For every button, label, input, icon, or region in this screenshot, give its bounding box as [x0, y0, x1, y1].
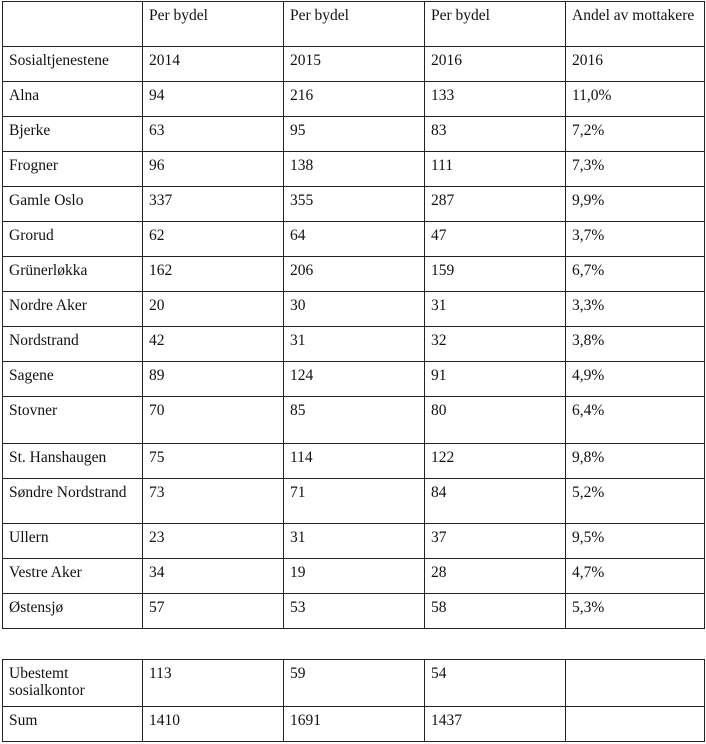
value-cell: 47 — [425, 222, 566, 257]
value-cell: 2016 — [425, 47, 566, 82]
value-cell: 58 — [425, 594, 566, 629]
row-label-cell: Bjerke — [3, 117, 143, 152]
value-cell: 2015 — [284, 47, 425, 82]
row-label-cell — [3, 2, 143, 47]
value-cell: 28 — [425, 559, 566, 594]
value-cell: 31 — [284, 524, 425, 559]
value-cell: 3,3% — [566, 292, 705, 327]
row-label-cell: Ubestemt sosialkontor — [3, 660, 143, 707]
table-row — [3, 117, 705, 152]
row-label-cell: Stovner — [3, 397, 143, 444]
value-cell — [566, 660, 705, 707]
value-cell: 59 — [284, 660, 425, 707]
value-cell: 85 — [284, 397, 425, 444]
value-cell — [566, 707, 705, 742]
table-row — [3, 257, 705, 292]
value-cell: Per bydel — [143, 2, 284, 47]
value-cell: 71 — [284, 479, 425, 524]
value-cell: 124 — [284, 362, 425, 397]
value-cell: 216 — [284, 82, 425, 117]
sum-row — [3, 707, 705, 742]
value-cell: 34 — [143, 559, 284, 594]
row-label-cell: Sagene — [3, 362, 143, 397]
table-row — [3, 594, 705, 629]
row-label-cell: Østensjø — [3, 594, 143, 629]
row-label-cell: Alna — [3, 82, 143, 117]
table-row — [3, 559, 705, 594]
value-cell: 159 — [425, 257, 566, 292]
row-label-cell: Ullern — [3, 524, 143, 559]
value-cell: 63 — [143, 117, 284, 152]
value-cell: Per bydel — [284, 2, 425, 47]
value-cell: 75 — [143, 444, 284, 479]
value-cell: 1437 — [425, 707, 566, 742]
value-cell: 138 — [284, 152, 425, 187]
value-cell: 4,9% — [566, 362, 705, 397]
row-label-cell: Grorud — [3, 222, 143, 257]
value-cell: 2014 — [143, 47, 284, 82]
value-cell: 53 — [284, 594, 425, 629]
value-cell: 355 — [284, 187, 425, 222]
table-row — [3, 152, 705, 187]
table-row — [3, 362, 705, 397]
row-label-cell: Sum — [3, 707, 143, 742]
row-label-cell: Grünerløkka — [3, 257, 143, 292]
value-cell: 19 — [284, 559, 425, 594]
value-cell: 83 — [425, 117, 566, 152]
table-row — [3, 82, 705, 117]
value-cell: 114 — [284, 444, 425, 479]
value-cell: 31 — [284, 327, 425, 362]
value-cell: 6,4% — [566, 397, 705, 444]
value-cell: 7,3% — [566, 152, 705, 187]
value-cell: 32 — [425, 327, 566, 362]
value-cell: 73 — [143, 479, 284, 524]
value-cell: 80 — [425, 397, 566, 444]
value-cell: 9,5% — [566, 524, 705, 559]
value-cell: 6,7% — [566, 257, 705, 292]
value-cell: 96 — [143, 152, 284, 187]
value-cell: 62 — [143, 222, 284, 257]
row-label-cell: Nordre Aker — [3, 292, 143, 327]
row-label-cell: Nordstrand — [3, 327, 143, 362]
value-cell: 287 — [425, 187, 566, 222]
value-cell: 42 — [143, 327, 284, 362]
value-cell: 30 — [284, 292, 425, 327]
value-cell: 5,3% — [566, 594, 705, 629]
value-cell: 23 — [143, 524, 284, 559]
value-cell: 113 — [143, 660, 284, 707]
table-row — [3, 327, 705, 362]
value-cell: 337 — [143, 187, 284, 222]
row-label-cell: Sosialtjenestene — [3, 47, 143, 82]
row-label-cell: Frogner — [3, 152, 143, 187]
value-cell: 7,2% — [566, 117, 705, 152]
table-row — [3, 187, 705, 222]
value-cell: 94 — [143, 82, 284, 117]
row-label-cell: Vestre Aker — [3, 559, 143, 594]
value-cell: 9,9% — [566, 187, 705, 222]
value-cell: 20 — [143, 292, 284, 327]
value-cell: 64 — [284, 222, 425, 257]
value-cell: 70 — [143, 397, 284, 444]
value-cell: 162 — [143, 257, 284, 292]
value-cell: 133 — [425, 82, 566, 117]
value-cell: 84 — [425, 479, 566, 524]
value-cell: 95 — [284, 117, 425, 152]
row-label-cell: Søndre Nordstrand — [3, 479, 143, 524]
value-cell: 4,7% — [566, 559, 705, 594]
header-row — [3, 2, 705, 47]
table-row — [3, 397, 705, 444]
value-cell: 111 — [425, 152, 566, 187]
value-cell: 37 — [425, 524, 566, 559]
table-row — [3, 479, 705, 524]
footer-table — [2, 659, 705, 742]
table-row — [3, 292, 705, 327]
row-label-cell: St. Hanshaugen — [3, 444, 143, 479]
value-cell: 206 — [284, 257, 425, 292]
value-cell: 89 — [143, 362, 284, 397]
value-cell: 57 — [143, 594, 284, 629]
value-cell: 11,0% — [566, 82, 705, 117]
main-table — [2, 1, 705, 629]
value-cell: 3,7% — [566, 222, 705, 257]
row-label-cell: Gamle Oslo — [3, 187, 143, 222]
value-cell: Andel av mottakere — [566, 2, 705, 47]
value-cell: 3,8% — [566, 327, 705, 362]
value-cell: 1410 — [143, 707, 284, 742]
value-cell: 31 — [425, 292, 566, 327]
value-cell: 54 — [425, 660, 566, 707]
value-cell: 2016 — [566, 47, 705, 82]
value-cell: 91 — [425, 362, 566, 397]
table-row — [3, 444, 705, 479]
table-row — [3, 660, 705, 707]
value-cell: 5,2% — [566, 479, 705, 524]
value-cell: Per bydel — [425, 2, 566, 47]
table-row — [3, 524, 705, 559]
value-cell: 9,8% — [566, 444, 705, 479]
value-cell: 122 — [425, 444, 566, 479]
value-cell: 1691 — [284, 707, 425, 742]
table-row — [3, 222, 705, 257]
subheader-row — [3, 47, 705, 82]
